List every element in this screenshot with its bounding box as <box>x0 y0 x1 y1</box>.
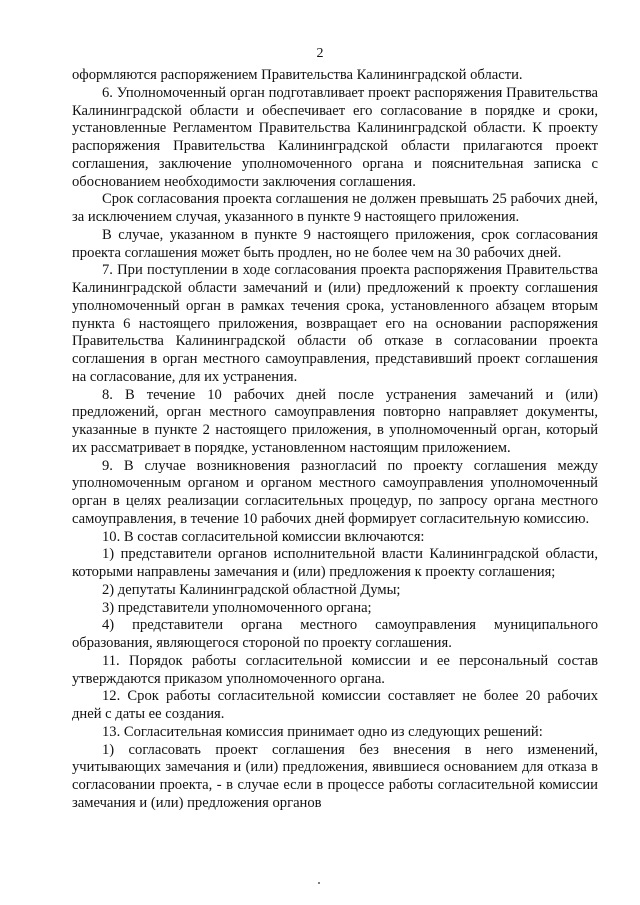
paragraph-clause-7: 7. При поступлении в ходе согласования проекта распоряжения Правительства Калининградской области замечаний и (или) предложений к проекту соглашения уполномоченный орган в рамках течения срока, установленного абзацем вторым пункта 6 настоящего приложения, возвращает его на основании распоряжения Правительства Калининградской области об отказе в согласовании проекта соглашения в орган местного самоуправления, представивший проект соглашения на согласование, для их устранения. <box>72 262 598 385</box>
scan-speck <box>318 882 320 884</box>
paragraph-clause-8: 8. В течение 10 рабочих дней после устранения замечаний и (или) предложений, орган местного самоуправления повторно направляет документы, указанные в пункте 2 настоящего приложения, в уполномоченный орган, который их рассматривает в порядке, установленном настоящим приложением. <box>72 386 598 456</box>
paragraph-clause-10: 10. В состав согласительной комиссии включаются: <box>102 528 425 545</box>
paragraph-clause-6-extension: В случае, указанном в пункте 9 настоящего приложения, срок согласования проекта соглашения может быть продлен, но не более чем на 30 рабочих дней. <box>72 226 598 261</box>
list-item-10-2: 2) депутаты Калининградской областной Думы; <box>102 581 401 598</box>
paragraph-clause-12: 12. Срок работы согласительной комиссии составляет не более 20 рабочих дней с даты ее создания. <box>72 688 598 722</box>
paragraph-clause-6-term: Срок согласования проекта соглашения не должен превышать 25 рабочих дней, за исключением случая, указанного в пункте 9 настоящего приложения. <box>72 191 598 225</box>
list-item-10-1: 1) представители органов исполнительной власти Калининградской области, которыми направлены замечания и (или) предложения к проекту соглашения; <box>72 546 598 580</box>
paragraph-clause-11: 11. Порядок работы согласительной комиссии и ее персональный состав утверждаются приказом уполномоченного органа. <box>72 652 598 687</box>
list-item-10-4: 4) представители органа местного самоуправления муниципального образования, являющегося стороной по проекту соглашения. <box>72 617 598 651</box>
list-item-10-3: 3) представители уполномоченного органа; <box>102 599 372 616</box>
paragraph-clause-6: 6. Уполномоченный орган подготавливает проект распоряжения Правительства Калининградской области и обеспечивает его согласование в порядке и сроки, установленные Регламентом Правительства Калининградской области. К проекту распоряжения Правительства Калининградской области прилагаются проект соглашения, заключение уполномоченного органа и пояснительная записка с обоснованием необходимости заключения соглашения. <box>72 84 598 190</box>
paragraph-clause-9: 9. В случае возникновения разногласий по проекту соглашения между уполномоченным органом и органом местного самоуправления уполномоченный орган в целях реализации согласительных процедур, по запросу органа местного самоуправления, в течение 10 рабочих дней формирует согласительную комиссию. <box>72 457 598 527</box>
list-item-13-1: 1) согласовать проект соглашения без внесения в него изменений, учитывающих замечания и (или) предложения, явившиеся основанием для отказа в согласовании проекта, - в случае если в процессе работы согласительной комиссии замечания и (или) предложения органов <box>72 741 598 811</box>
paragraph-clause-13: 13. Согласительная комиссия принимает одно из следующих решений: <box>102 723 543 740</box>
page-number: 2 <box>316 46 324 61</box>
document-body <box>72 67 598 813</box>
paragraph-continuation: оформляются распоряжением Правительства Калининградской области. <box>72 67 523 83</box>
